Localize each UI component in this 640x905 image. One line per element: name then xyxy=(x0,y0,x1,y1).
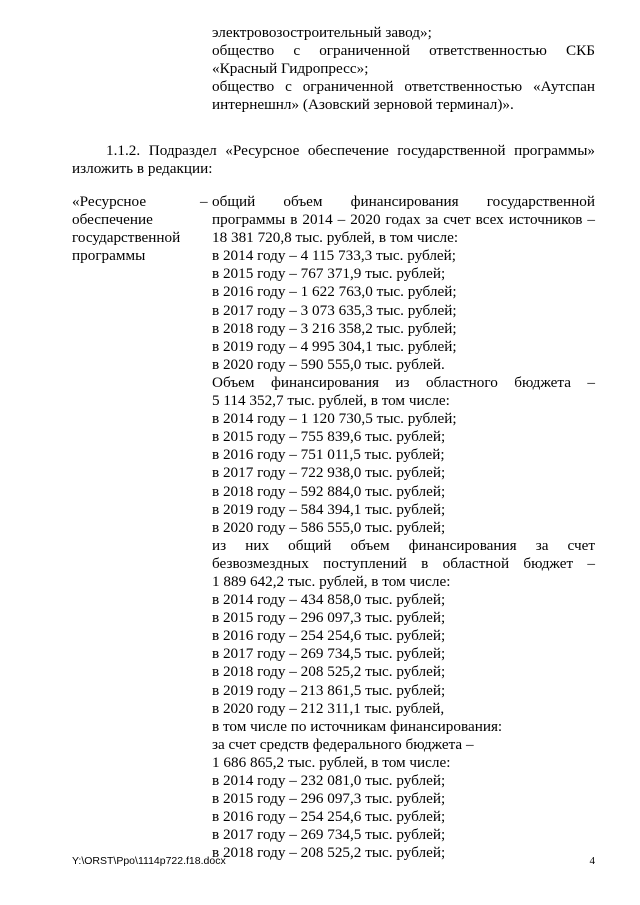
value-line: 18 381 720,8 тыс. рублей, в том числе: xyxy=(212,229,459,247)
value-line: в 2014 году – 4 115 733,3 тыс. рублей; xyxy=(212,247,457,265)
page-footer xyxy=(72,855,595,869)
value-line: в 2019 году – 584 394,1 тыс. рублей; xyxy=(212,500,446,518)
value-line: Объем финансирования из областного бюджета – xyxy=(212,373,595,391)
value-line: безвозмездных поступлений в областной бюджет – xyxy=(212,554,595,572)
value-line: в 2017 году – 3 073 635,3 тыс. рублей; xyxy=(212,301,457,319)
value-line: в том числе по источникам финансирования: xyxy=(212,717,503,735)
text-line: общество с ограниченной ответственностью СКБ xyxy=(212,42,595,59)
value-line: в 2017 году – 269 734,5 тыс. рублей; xyxy=(212,826,446,844)
previous-list-continuation xyxy=(212,24,595,114)
value-line: в 2014 году – 1 120 730,5 тыс. рублей; xyxy=(212,410,457,428)
page-number: 4 xyxy=(589,855,595,867)
label-line: государственной xyxy=(72,229,181,247)
resource-label xyxy=(72,193,202,265)
value-line: в 2018 году – 208 525,2 тыс. рублей; xyxy=(212,844,446,862)
label-dash: – xyxy=(200,193,208,210)
value-line: за счет средств федерального бюджета – xyxy=(212,735,474,753)
value-line: в 2020 году – 590 555,0 тыс. рублей. xyxy=(212,355,445,373)
section-heading xyxy=(72,142,595,178)
value-line: в 2014 году – 434 858,0 тыс. рублей; xyxy=(212,591,446,609)
value-line: в 2016 году – 254 254,6 тыс. рублей; xyxy=(212,627,446,645)
value-line: в 2019 году – 213 861,5 тыс. рублей; xyxy=(212,681,446,699)
text-line: электровозостроительный завод»; xyxy=(212,24,432,41)
value-line: в 2017 году – 722 938,0 тыс. рублей; xyxy=(212,464,446,482)
value-line: в 2020 году – 212 311,1 тыс. рублей, xyxy=(212,699,445,717)
text-line: интернешнл» (Азовский зерновой терминал)». xyxy=(212,96,514,113)
value-line: в 2017 году – 269 734,5 тыс. рублей; xyxy=(212,645,446,663)
label-line: обеспечение xyxy=(72,211,153,229)
file-path: Y:\ORST\Ppo\1114p722.f18.docx xyxy=(72,855,226,867)
value-line: в 2018 году – 3 216 358,2 тыс. рублей; xyxy=(212,319,457,337)
value-line: в 2015 году – 755 839,6 тыс. рублей; xyxy=(212,428,446,446)
value-line: в 2015 году – 296 097,3 тыс. рублей; xyxy=(212,790,446,808)
value-line: в 2018 году – 592 884,0 тыс. рублей; xyxy=(212,482,446,500)
section-heading-line-2: изложить в редакции: xyxy=(72,160,213,177)
value-line: в 2014 году – 232 081,0 тыс. рублей; xyxy=(212,772,446,789)
value-line: 1 889 642,2 тыс. рублей, в том числе: xyxy=(212,572,451,590)
value-line: общий объем финансирования государственной xyxy=(212,193,595,210)
value-line: в 2015 году – 296 097,3 тыс. рублей; xyxy=(212,609,446,627)
value-line: в 2020 году – 586 555,0 тыс. рублей; xyxy=(212,518,446,536)
value-line: программы в 2014 – 2020 годах за счет всех источников – xyxy=(212,211,595,229)
value-line: в 2019 году – 4 995 304,1 тыс. рублей; xyxy=(212,337,457,355)
value-line: в 2018 году – 208 525,2 тыс. рублей; xyxy=(212,663,446,681)
value-line: в 2015 году – 767 371,9 тыс. рублей; xyxy=(212,265,446,283)
value-line: из них общий объем финансирования за счет xyxy=(212,536,595,554)
text-line: общество с ограниченной ответственностью «Аутспан xyxy=(212,78,595,95)
label-line: программы xyxy=(72,247,146,265)
value-line: в 2016 году – 751 011,5 тыс. рублей; xyxy=(212,446,445,464)
value-line: в 2016 году – 254 254,6 тыс. рублей; xyxy=(212,808,446,826)
text-line: «Красный Гидропресс»; xyxy=(212,60,369,77)
section-heading-line-1: 1.1.2. Подраздел «Ресурсное обеспечение государственной программы» xyxy=(106,142,595,159)
value-line: в 2016 году – 1 622 763,0 тыс. рублей; xyxy=(212,283,457,301)
value-line: 5 114 352,7 тыс. рублей, в том числе: xyxy=(212,392,450,410)
label-line: «Ресурсное xyxy=(72,193,147,210)
value-line: 1 686 865,2 тыс. рублей, в том числе: xyxy=(212,753,451,771)
resource-values xyxy=(212,193,595,862)
